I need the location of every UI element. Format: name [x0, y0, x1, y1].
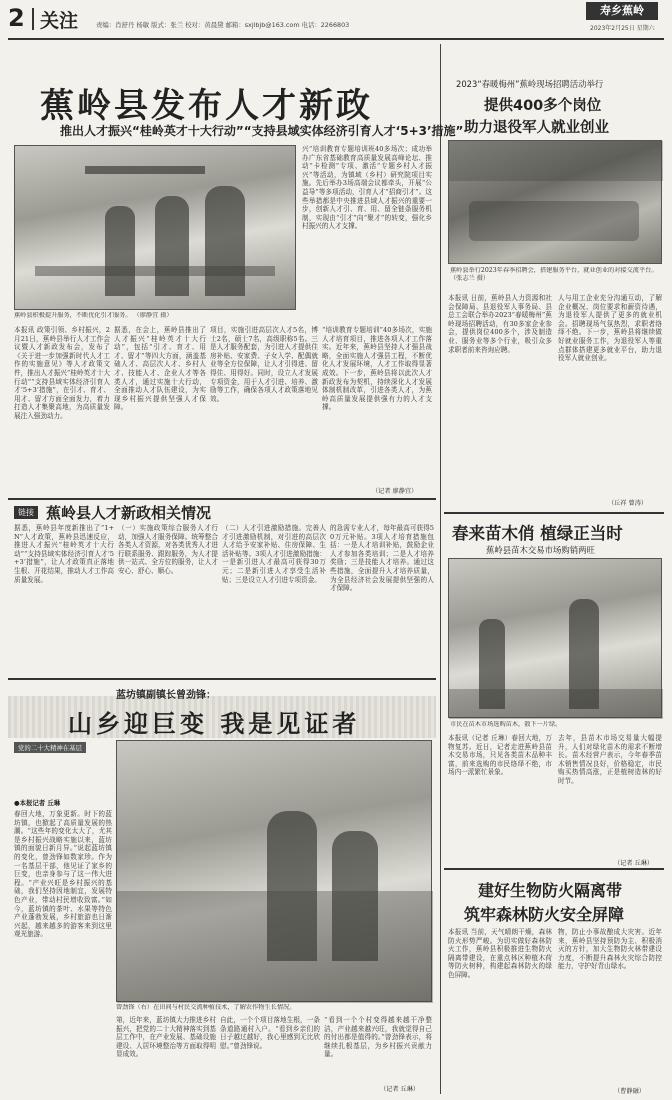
lead-body-column: 兴“培训教育专题培训班40多场次；成功举办广东省基础教育高质量发展高峰论坛、推动“卡检测”专项、激活“专题乡村人才振兴”等活动，为镇域（乡村）研究院项目实施。先后举办3场高端会议都牵头，开展“公益导”等多项活动，引育人才“招商引才”。这些举措都是中央推进县域人才振兴的重要一步，创新人才引、育、用、留全链条服务机制，实现由“引才”向“聚才”的转变，强化乡村振兴的人才支撑。 [302, 145, 432, 231]
seedling-photo-caption: 市民在苗木市场选购苗木，散下一片绿。 [450, 721, 562, 728]
crowd-shape [469, 201, 639, 241]
feature-author: （记者 丘琳） [380, 1086, 420, 1093]
jobfair-photo-caption: 蕉岭县举行2023年春季招聘会，搭建服务平台，就业创业的对接交流平台。 （张志兰 摄） [450, 267, 658, 282]
newspaper-logo: 寿乡蕉岭 [586, 2, 658, 20]
seedling-subhead: 蕉岭县苗木交易市场购销两旺 [486, 545, 595, 555]
feature-body-column: 春回大地，万象更新。时下的蓝坊镇，也掀起了高质量发展的热潮。“这些年的变化太大了，尤其是乡村振兴战略实施以来，蓝坊镇的面貌日新月异。”说起蓝坊镇的变化，曾劲锋如数家珍。作为一名基层干部，他见证了家乡的巨变，也亲身参与了这一伟大进程。“产业兴旺是乡村振兴的基础，我们坚持因地制宜，发展特色产业，带动村民增收致富。”如今，蓝坊镇的茶叶、水果等特色产业蓬勃发展，乡村旅游也日渐兴起，越来越多的游客来到这里观光旅游。 [14, 810, 112, 939]
table-shape [35, 266, 275, 276]
jobfair-body-column: 人与用工企业充分沟通互动，了解企业概况、岗位要求和薪资待遇，为退役军人提供了更多的就业机会。招聘现场气氛热烈，求职者络绎不绝。下一步，蕉岭县将继续做好就业服务工作，为退役军人等重点群体搭建更多就业平台，助力退役军人就业创业。 [558, 294, 662, 363]
section-rule [444, 512, 664, 514]
lead-body-column: 项目，实施引进高层次人才5名，博士2名，硕士7名，高级职称5名。三是人才服务配套，为引进人才提供住房补贴、安家费、子女入学、配偶就业等全方位保障，让人才引得进、留得住、用得好。同时，设立人才发展专项资金，用于人才引进、培养、激励等工作，确保各项人才政策落地见效。 [210, 326, 318, 403]
jobfair-headline: 助力退役军人就业创业 [464, 120, 609, 136]
feature-reporter: ●本报记者 丘琳 [14, 799, 61, 807]
seedling-headline: 春来苗木俏 植绿正当时 [452, 524, 623, 543]
feature-body-column: 第，近年来，蓝坊镇大力推进乡村振兴，把党的二十大精神落实到基层工作中，在产业发展、基础设施建设、人居环境整治等方面取得明显成效。 [116, 1016, 216, 1059]
jobfair-photo [448, 140, 662, 264]
link-body-column: 据悉，蕉岭县年度新推出了“1+N”人才政策，蕉岭县迅速反应，推进人才振兴“桂岭英才十大行动”“支持县域实体经济引育人才‘5+3’措施”，让人才政策真正落地生根、开花结果，推动人才工作高质量发展。 [14, 524, 114, 584]
lead-body-column: 本报讯 政策引领、乡村振兴，2月21日，蕉岭县举行人才工作会议暨人才新政发布会，发布了《关于进一步加强新时代人才工作的实施意见》等人才政策文件，推出人才振兴“桂岭英才十大行动”“支持县域实体经济引育人才‘5+3’措施”，在引才、育才、用才、留才方面全面发力，着力打造人才集聚高地，为高质量发展注入强劲动力。 [14, 326, 110, 420]
feature-body-column: “看到一个个村变得越来越干净整洁，产业越来越兴旺，我就觉得自己的付出都是值得的。”曾劲锋表示，将继续扎根基层，为乡村振兴贡献力量。 [324, 1016, 432, 1059]
link-body-column: 的急需专业人才，每年最高可获得50万元补贴。3项人才培育措施包括：一是人才培训补贴，鼓励企业人才参加各类培训；二是人才培养奖励；三是技能人才培养。通过这些措施，全面提升人才培养质量，为全县经济社会发展提供坚强的人才保障。 [330, 524, 434, 593]
firebreak-headline: 筑牢森林防火安全屏障 [464, 905, 625, 924]
section-name: 关注 [40, 10, 79, 32]
feature-series-label: 党的二十大精神在基层 [14, 742, 86, 753]
jobfair-headline: 提供400多个岗位 [484, 98, 602, 114]
lead-headline: 蕉岭县发布人才新政 [40, 86, 373, 126]
link-tag: 链接 [14, 506, 38, 519]
plants-shape [449, 689, 663, 719]
link-headline: 蕉岭县人才新政相关情况 [46, 504, 212, 522]
page-number: 2 [8, 4, 25, 32]
lead-author: （记者 廖静宜） [372, 488, 418, 495]
column-divider [440, 44, 441, 1094]
section-rule [444, 868, 664, 870]
person-silhouette [105, 206, 135, 296]
firebreak-body-column: 本报讯 当前，天气晴朗干燥，森林防火形势严峻。为切实做好森林防火工作，蕉岭县积极推进生物防火隔离带建设，在重点林区种植木荷等防火树种，构建起森林防火的绿色屏障。 [448, 928, 552, 979]
feature-body-column: 自此，一个个项目落地生根，一条条道路通村入户。“看到乡亲们的日子越过越好，我心里感到无比欣慰。”曾劲锋说。 [220, 1016, 320, 1050]
jobfair-body-column: 本报讯 日前，蕉岭县人力资源和社会保障局、县退役军人事务局、县总工会联合举办2023“春暖梅州”蕉岭现场招聘活动，有30多家企业参会，提供岗位400多个，涉及制造业、服务业等多个行业，吸引众多求职者前来咨询应聘。 [448, 294, 552, 354]
feature-photo [116, 740, 432, 1002]
lead-photo [14, 145, 296, 310]
lead-photo-caption: 蕉岭县积极提升服务，不断优化引才服务。 （廖静宜 摄） [14, 312, 173, 319]
seedling-author: （记者 丘琳） [614, 860, 654, 867]
person-silhouette [205, 186, 245, 296]
person-silhouette [332, 831, 378, 961]
lead-deck: 推出人才振兴“桂岭英才十大行动”“支持县域实体经济引育人才‘5+3’措施” [60, 124, 464, 138]
feature-photo-caption: 曾劲锋（右）在田间与村民交流种植技术，了解农作物生长情况。 [116, 1004, 296, 1011]
feature-kicker: 蓝坊镇副镇长曾劲锋： [116, 690, 216, 701]
tent-roof-shape [85, 166, 205, 174]
lead-body-column: 据悉，在会上，蕉岭县推出了人才振兴“桂岭英才十大行动”，包括“引才、育才、用才、留才”等四大方面，涵盖基础人才、高层次人才、乡村人才、技能人才、企业人才等各类人才，通过实施十大行动，全面推动人才队伍建设，为实现乡村振兴提供坚强人才保障。 [114, 326, 206, 412]
jobfair-author: （丘祥 曾涛） [608, 500, 648, 507]
firebreak-author: （曹静融） [614, 1088, 645, 1095]
link-body-column: （一）实施政策综合服务人才行动，加强人才服务保障。统筹整合各类人才资源，对各类优秀人才进行联系服务、跟踪服务，为人才提供一站式、全方位的服务，让人才安心、舒心、顺心。 [118, 524, 218, 575]
firebreak-body-column: 物，防止小事故酿成大灾害。近年来，蕉岭县坚持预防为主、积极消灭的方针，加大生物防火林带建设力度，不断提升森林火灾综合防控能力，守护好青山绿水。 [558, 928, 662, 971]
page-separator [32, 8, 34, 30]
trees-shape [449, 141, 663, 181]
firebreak-headline: 建好生物防火隔离带 [478, 881, 623, 900]
issue-date: 2023年2月25日 星期六 [590, 25, 655, 32]
feature-headline: 山乡迎巨变 我是见证者 [68, 709, 361, 738]
seedling-body-column: 去年，县苗木市场交易量大幅提升，人们对绿化苗木的需求不断增长。苗木经营户表示，今年春季苗木销售情况良好，价格稳定，市民购买热情高涨，正是植树造林的好时节。 [558, 734, 662, 785]
lead-body-column: “培训教育专题培训”40多场次，实施人才培育项目，推进各项人才工作落实。近年来，蕉岭县坚持人才强县战略，全面实施人才强县工程，不断优化人才发展环境，人才工作取得显著成效。下一步，蕉岭县将以此次人才新政发布为契机，持续深化人才发展体制机制改革，引进各类人才，为蕉岭高质量发展提供强有力的人才支撑。 [322, 326, 432, 412]
staff-line: 责编：肖舒丹 杨敏 版式：张兰 校对：黄晨黛 邮箱：sxjlbjb@163.com 电话：2266803 [96, 21, 350, 29]
seedling-body-column: 本报讯（记者 丘琳）春回大地，万物复苏。近日，记者走进蕉岭县苗木交易市场，只见各类苗木品种丰富，前来选购的市民络绎不绝，市场内一派繁忙景象。 [448, 734, 552, 777]
person-silhouette [155, 196, 189, 296]
jobfair-kicker: 2023“春暖梅州”蕉岭现场招聘活动举行 [456, 79, 604, 89]
link-body-column: （二）人才引进激励措施。完善人才引进激励机制，对引进的高层次人才给予安家补贴、住房保障、生活补贴等。3项人才引进激励措施：一是新引进人才最高可获得30万元；二是新引进人才享受生活补贴；三是设立人才引进专项资金。 [222, 524, 326, 584]
person-silhouette [267, 811, 317, 961]
seedling-photo [448, 558, 662, 718]
